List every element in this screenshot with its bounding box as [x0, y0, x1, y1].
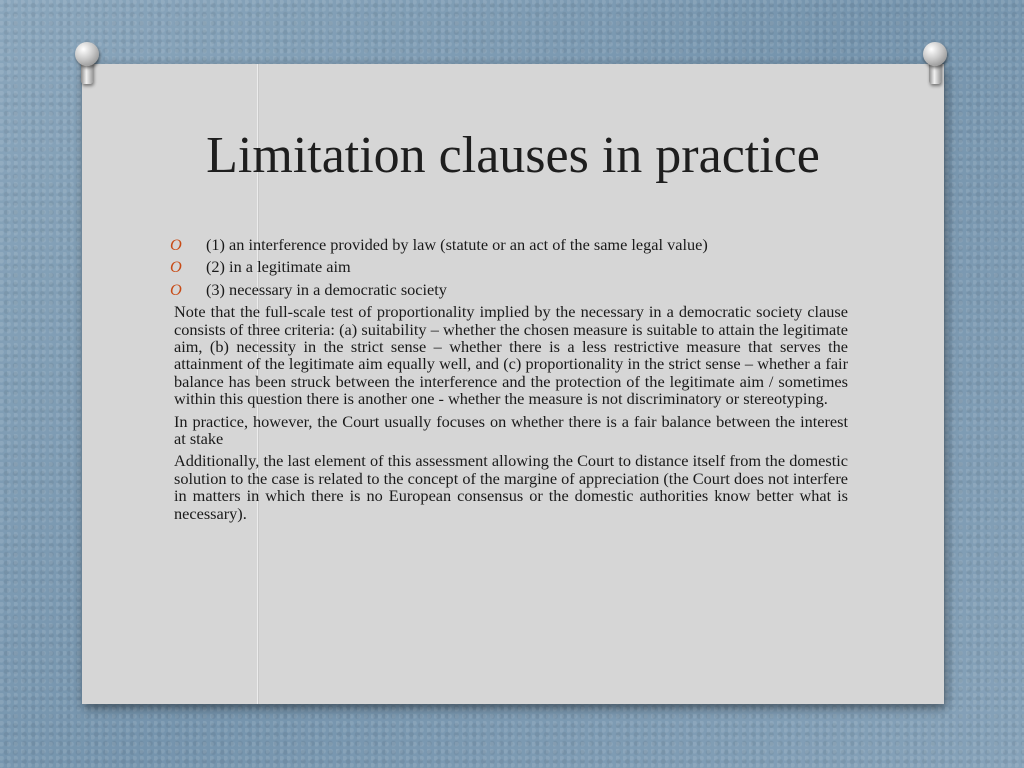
bullet-icon: O — [170, 235, 182, 254]
slide-content — [170, 235, 848, 527]
margin-of-appreciation-paragraph: Additionally, the last element of this assessment allowing the Court to distance itself from the domestic solution to the case is related to the concept of the margine of appreciation (the Court does not interfere in matters in which there is no European consensus or the domestic authorities know better what is necessary). — [174, 451, 848, 523]
bullet-icon: O — [170, 279, 182, 299]
slide-title: Limitation clauses in practice — [206, 127, 820, 184]
pushpin-left-icon — [72, 42, 102, 88]
bullet-icon: O — [170, 257, 182, 277]
list-item — [170, 279, 848, 299]
list-item — [170, 235, 848, 254]
proportionality-paragraph: Note that the full-scale test of proportionality implied by the necessary in a democratic society clause consists of three criteria: (a) suitability – whether the chosen measure is suitable to attain the legitimate aim, (b) necessity in the strict sense – whether there is a less restrictive measure that serves the attainment of the legitimate aim equally well, and (c) proportionality in the strict sense – whether a fair balance has been struck between the interference and the protection of the legitimate aim / sometimes within this question there is another one - whether the measure is not discriminatory or stereotyping. — [174, 302, 848, 409]
list-item — [170, 257, 848, 277]
bullet-text: (3) necessary in a democratic society — [206, 279, 447, 299]
bullet-text: (2) in a legitimate aim — [206, 257, 351, 277]
pushpin-right-icon — [920, 42, 950, 88]
bullet-text: (1) an interference provided by law (statute or an act of the same legal value) — [206, 235, 708, 254]
practice-paragraph: In practice, however, the Court usually focuses on whether there is a fair balance between the interest at stake — [174, 411, 848, 449]
